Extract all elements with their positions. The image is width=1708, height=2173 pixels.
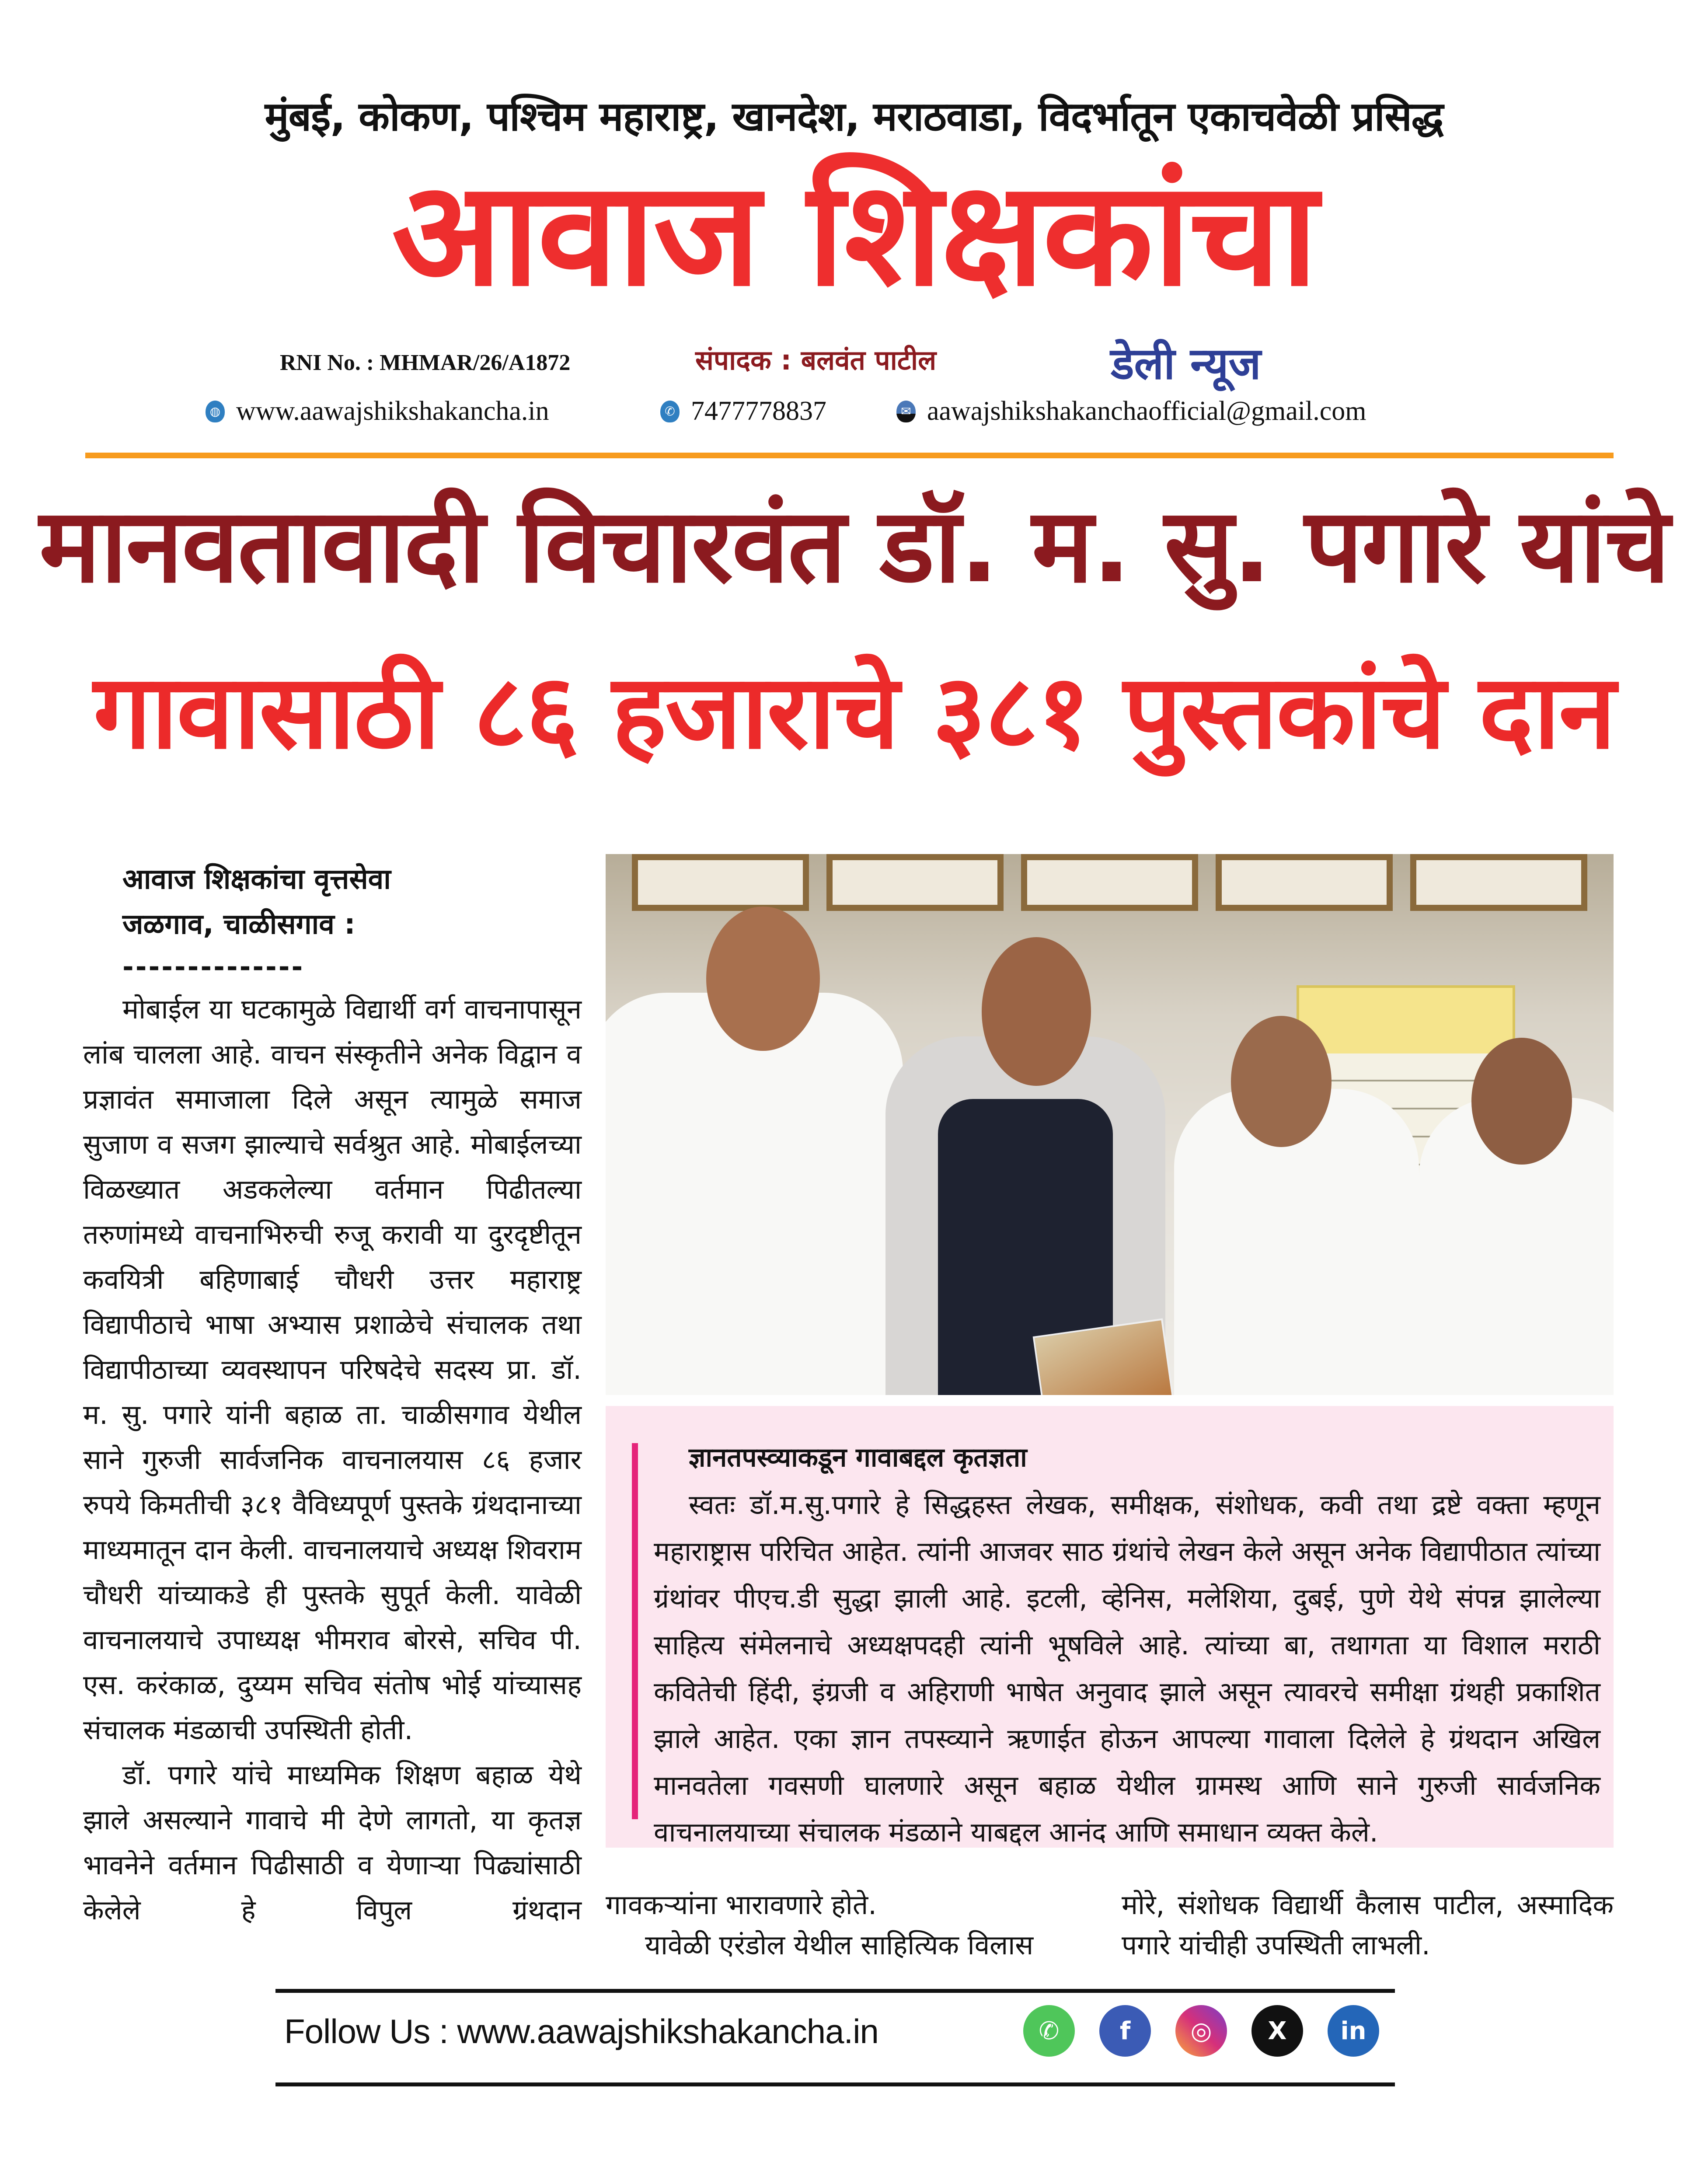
continuation-line-1: गावकऱ्यांना भारावणारे होते.: [606, 1889, 877, 1921]
article-paragraph-2: डॉ. पगारे यांचे माध्यमिक शिक्षण बहाळ येथे झाले असल्याने गावाचे मी देणे लागतो, या कृतज्ञ भावनेने वर्तमान पिढीसाठी व येणाऱ्या पिढ्यांसाठी केलेले हे विपुल ग्रंथदान: [83, 1759, 582, 1926]
dateline-divider: --------------: [122, 951, 305, 983]
dateline-location: जळगाव, चाळीसगाव :: [122, 908, 356, 941]
email-link[interactable]: aawajshikshakanchaofficial@gmail.com: [927, 396, 1366, 426]
masthead-tagline: मुंबई, कोकण, पश्चिम महाराष्ट्र, खानदेश, मराठवाडा, विदर्भातून एकाचवेळी प्रसिद्ध: [265, 93, 1443, 140]
continuation-line-2: यावेळी एरंडोल येथील साहित्यिक विलास: [645, 1929, 1034, 1961]
phone-contact[interactable]: [660, 396, 826, 427]
phone-icon: ✆: [660, 401, 680, 422]
website-contact[interactable]: [206, 396, 549, 427]
x-icon[interactable]: X: [1251, 2005, 1303, 2057]
facebook-icon[interactable]: f: [1099, 2005, 1151, 2057]
phone-number[interactable]: 7477778837: [691, 396, 826, 426]
social-icons: [1023, 2005, 1379, 2057]
article-column: [83, 857, 582, 1932]
rni-number: RNI No. : MHMAR/26/A1872: [280, 350, 571, 375]
website-link[interactable]: www.aawajshikshakancha.in: [236, 396, 549, 426]
header-separator: [85, 453, 1614, 458]
follow-us-text[interactable]: Follow Us : www.aawajshikshakancha.in: [284, 2012, 878, 2051]
headline-line-2: गावासाठी ८६ हजाराचे ३८१ पुस्तकांचे दान: [93, 652, 1615, 772]
mail-icon: ✉: [896, 401, 916, 422]
article-continuation-1: [606, 1885, 1091, 1965]
globe-icon: ◍: [206, 401, 225, 422]
continuation-line-3: मोरे, संशोधक विद्यार्थी कैलास पाटील, अस्मादिक पगारे यांचीही उपस्थिती लाभली.: [1122, 1889, 1614, 1961]
sidebar-heading: ज्ञानतपस्व्याकडून गावाबद्दल कृतज्ञता: [689, 1442, 1027, 1473]
article-paragraph-1: मोबाईल या घटकामुळे विद्यार्थी वर्ग वाचनापासून लांब चालला आहे. वाचन संस्कृतीने अनेक विद्वान व प्रज्ञावंत समाजाला दिले असून त्यामुळे समाज सुजाण व सजग झाल्याचे सर्वश्रुत आहे. मोबाईलच्या विळख्यात अडकलेल्या वर्तमान पिढीतल्या तरुणांमध्ये वाचनाभिरुची रुजू करावी या दुरदृष्टीतून कवयित्री बहिणाबाई चौधरी उत्तर महाराष्ट्र विद्यापीठाचे भाषा अभ्यास प्रशाळेचे संचालक तथा विद्यापीठाच्या व्यवस्थापन परिषदेचे सदस्य प्रा. डॉ. म. सु. पगारे यांनी बहाळ ता. चाळीसगाव येथील साने गुरुजी सार्वजनिक वाचनालयास ८६ हजार रुपये किमतीची ३८१ वैविध्यपूर्ण पुस्तके ग्रंथदानाच्या माध्यमातून दान केली. वाचनालयाचे अध्यक्ष शिवराम चौधरी यांच्याकडे ही पुस्तके सुपूर्त केली. यावेळी वाचनालयाचे उपाध्यक्ष भीमराव बोरसे, सचिव पी. एस. करंकाळ, दुय्यम सचिव संतोष भोई यांच्यासह संचालक मंडळाची उपस्थिती होती.: [83, 993, 582, 1746]
article-photo: [606, 854, 1614, 1395]
article-continuation-2: [1122, 1885, 1614, 1965]
edition-label: डेली न्यूज: [1111, 338, 1261, 389]
sidebar-content: [654, 1434, 1600, 1856]
sidebar-accent-bar: [632, 1443, 638, 1819]
footer-rule-top: [275, 1989, 1395, 1993]
editor-name: संपादक : बलवंत पाटील: [695, 344, 937, 376]
footer-rule-bottom: [275, 2082, 1395, 2086]
dateline-agency: आवाज शिक्षकांचा वृत्तसेवा: [122, 863, 391, 896]
instagram-icon[interactable]: ◎: [1175, 2005, 1227, 2057]
email-contact[interactable]: [896, 396, 1366, 427]
linkedin-icon[interactable]: in: [1328, 2005, 1379, 2057]
sidebar-body: स्वतः डॉ.म.सु.पगारे हे सिद्धहस्त लेखक, समीक्षक, संशोधक, कवी तथा द्रष्टे वक्ता म्हणून महाराष्ट्रास परिचित आहेत. त्यांनी आजवर साठ ग्रंथांचे लेखन केले असून अनेक विद्यापीठात त्यांच्या ग्रंथांवर पीएच.डी सुद्धा झाली आहे. इटली, व्हेनिस, मलेशिया, दुबई, पुणे येथे संपन्न झालेल्या साहित्य संमेलनाचे अध्यक्षपदही त्यांनी भूषविले आहे. त्यांच्या बा, तथागता या विशाल मराठी कवितेची हिंदी, इंग्रजी व अहिराणी भाषेत अनुवाद झाले असून त्यावरचे समीक्षा ग्रंथही प्रकाशित झाले आहेत. एका ज्ञान तपस्व्याने ऋणाईत होऊन आपल्या गावाला दिलेले हे ग्रंथदान अखिल मानवतेला गवसणी घालणारे असून बहाळ येथील ग्रामस्थ आणि साने गुरुजी सार्वजनिक वाचनालयाच्या संचालक मंडळाने याबद्दल आनंद आणि समाधान व्यक्त केले.: [654, 1489, 1600, 1848]
whatsapp-icon[interactable]: ✆: [1023, 2005, 1075, 2057]
newspaper-title: आवाज शिक्षकांचा: [391, 150, 1317, 318]
headline-line-1: मानवतावादी विचारवंत डॉ. म. सु. पगारे यांचे: [39, 486, 1669, 606]
